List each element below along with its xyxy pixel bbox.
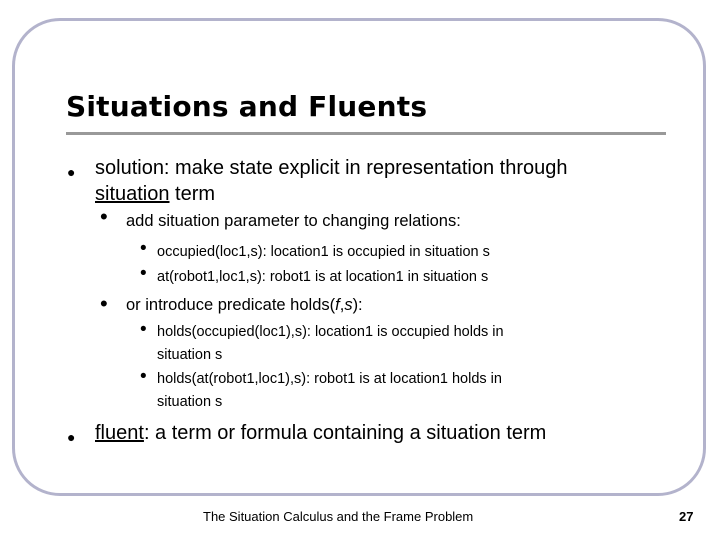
page-number: 27	[679, 509, 694, 524]
item-holds-occupied	[157, 321, 504, 344]
bullet-level2-icon: •	[100, 291, 108, 316]
subbullet-holds	[126, 296, 363, 315]
bullet-solution-line1: solution: make state explicit in representation through	[95, 157, 568, 179]
item-holds-at-desc: : robot1 is at location1 holds in	[306, 371, 502, 387]
title-underline-rule	[66, 132, 666, 135]
holds-text-after: ):	[352, 296, 363, 314]
item-occupied	[157, 241, 490, 264]
footer-title: The Situation Calculus and the Frame Problem	[203, 509, 474, 524]
subbullet-add-parameter: add situation parameter to changing relations:	[126, 212, 461, 230]
item-occupied-desc: : location1 is occupied in situation s	[262, 244, 490, 260]
holds-var-s: s	[344, 296, 353, 314]
bullet-level2-icon: •	[100, 204, 108, 229]
item-at-robot-term: at(robot1,loc1,s)	[157, 269, 262, 285]
item-holds-occupied-desc: : location1 is occupied holds in	[306, 324, 504, 340]
item-holds-at	[157, 368, 502, 391]
fluent-term: fluent	[95, 422, 144, 444]
item-at-robot	[157, 266, 488, 289]
bullet-fluent	[95, 421, 546, 446]
item-holds-at-term: holds(at(robot1,loc1),s)	[157, 371, 307, 387]
holds-text-before: or introduce predicate holds(	[126, 296, 336, 314]
slide-title: Situations and Fluents	[66, 90, 428, 123]
holds-var-f: f	[335, 296, 340, 314]
bullet-level3-icon: •	[140, 238, 147, 259]
holds-text-mid: ,	[339, 296, 345, 314]
bullet-level3-icon: •	[140, 366, 147, 387]
situation-term-rest: term	[169, 183, 216, 205]
situation-term-link: situation	[95, 183, 170, 205]
bullet-level1-icon: ●	[67, 164, 76, 180]
bullet-level3-icon: •	[140, 263, 147, 284]
bullet-level3-icon: •	[140, 319, 147, 340]
item-holds-occupied-term: holds(occupied(loc1),s)	[157, 324, 307, 340]
item-holds-at-cont: situation s	[157, 394, 223, 410]
item-occupied-term: occupied(loc1,s)	[157, 244, 263, 260]
item-holds-occupied-cont: situation s	[157, 347, 223, 363]
bullet-solution-line2	[95, 182, 215, 207]
fluent-definition: : a term or formula containing a situation term	[143, 422, 547, 444]
bullet-level1-icon: ●	[67, 429, 76, 445]
item-at-robot-desc: : robot1 is at location1 in situation s	[261, 269, 489, 285]
